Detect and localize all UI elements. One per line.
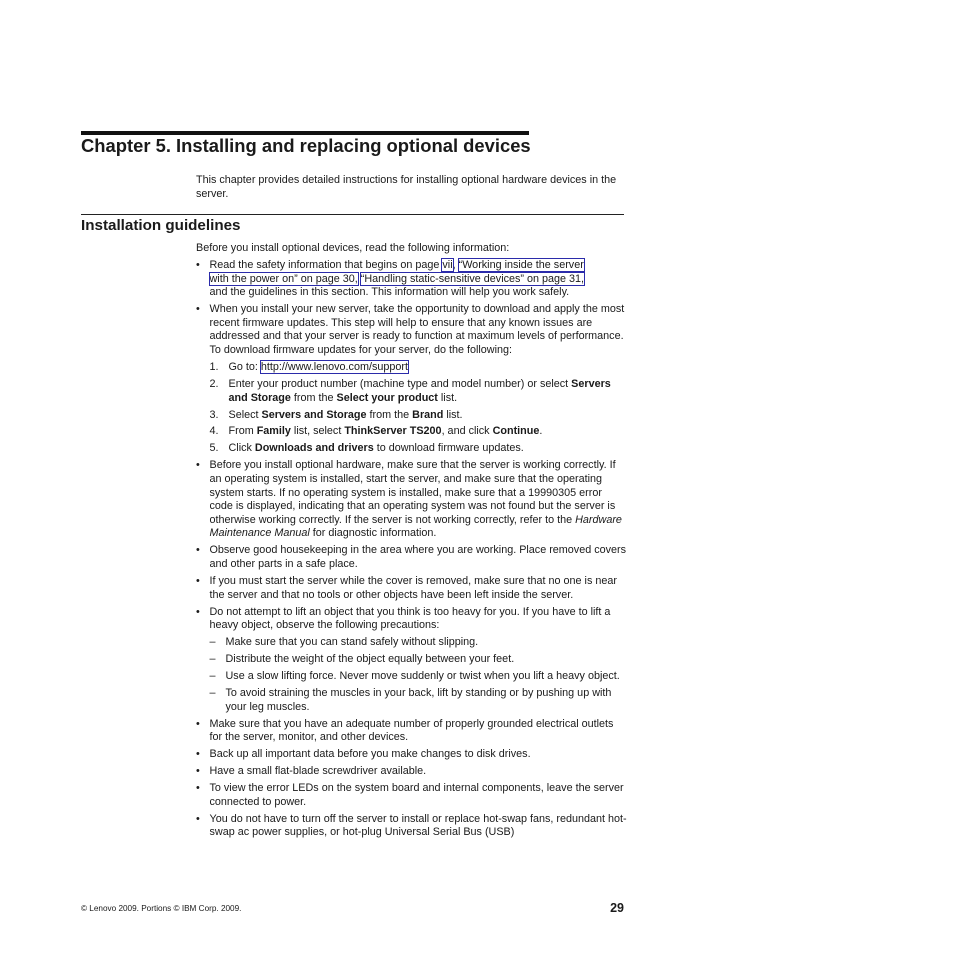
- guidelines-body: [196, 259, 628, 843]
- list-item-firmware: • When you install your new server, take the opportunity to download and apply the most recent firmware updates. This step will help to ensure that any known issues are addressed and that your server is ready to function at maximum levels of performance. To download firmware updates for your server, do the following: 1. Go to: http://www.lenovo.com/support 2. Enter your product number (machine type and model number) or select Servers and Storage from the Select your product list. 3. Select Servers and Storage from the Brand list. 4. From Family list, select ThinkServer TS200, and click Continue. 5. Click Downloads and drivers to download firmware updates.: [196, 303, 628, 456]
- list-item-verify-server: • Before you install optional hardware, make sure that the server is working correctly. If an operating system is installed, start the server, and make sure that the operating system starts. If no operating system is installed, make sure that a 19990305 error code is displayed, indicating that an operating system was not found but the server is otherwise working correctly. If the server is not working correctly, refer to the Hardware Maintenance Manual for diagnostic information.: [196, 459, 628, 541]
- precaution-item: – Use a slow lifting force. Never move suddenly or twist when you lift a heavy object.: [210, 670, 629, 684]
- list-item-outlets: • Make sure that you have an adequate number of properly grounded electrical outlets for the server, monitor, and other devices.: [196, 718, 628, 745]
- list-item-safety: • Read the safety information that begins on page vii, “Working inside the server with the power on” on page 30, “Handling static-sensitive devices” on page 31, and the guidelines in this section. This information will help you work safely.: [196, 259, 628, 300]
- list-item-backup: • Back up all important data before you make changes to disk drives.: [196, 748, 628, 762]
- link-static-sensitive[interactable]: “Handling static-sensitive devices” on page 31,: [360, 272, 585, 285]
- precaution-item: – To avoid straining the muscles in your back, lift by standing or by pushing up with your leg muscles.: [210, 687, 629, 714]
- chapter-title: Chapter 5. Installing and replacing optional devices: [81, 135, 531, 156]
- link-page-vii[interactable]: vii: [442, 259, 453, 271]
- section-rule: [81, 214, 624, 215]
- step-item: 3. Select Servers and Storage from the Brand list.: [209, 408, 463, 421]
- firmware-steps: [210, 361, 629, 456]
- chapter-intro: This chapter provides detailed instructions for installing optional hardware devices in the server.: [196, 174, 617, 200]
- section-title: Installation guidelines: [81, 217, 241, 234]
- precaution-item: – Make sure that you can stand safely without slipping.: [210, 636, 629, 650]
- list-item-error-leds: • To view the error LEDs on the system board and internal components, leave the server connected to power.: [196, 782, 628, 809]
- lifting-precautions: [210, 636, 629, 714]
- step-item: 4. From Family list, select ThinkServer TS200, and click Continue.: [209, 425, 543, 438]
- step-item: 5. Click Downloads and drivers to download firmware updates.: [209, 442, 524, 455]
- link-lenovo-support[interactable]: http://www.lenovo.com/support: [260, 360, 408, 373]
- footer-copyright: © Lenovo 2009. Portions © IBM Corp. 2009.: [81, 904, 242, 913]
- list-item-lifting: • Do not attempt to lift an object that you think is too heavy for you. If you have to lift a heavy object, observe the following precautions: – Make sure that you can stand safely without slipping. – Distribute the weight of the object equally between your feet. – Use a slow lifting force. Never move suddenly or twist when you lift a heavy object. – To avoid straining the muscles in your back, lift by standing or by pushing up with your leg muscles.: [196, 606, 628, 715]
- step-item: 2. Enter your product number (machine type and model number) or select Servers and Storage from the Select your product list.: [209, 377, 611, 404]
- page-number: 29: [610, 901, 624, 915]
- section-lead: Before you install optional devices, read the following information:: [196, 242, 510, 254]
- precaution-item: – Distribute the weight of the object equally between your feet.: [210, 653, 629, 667]
- link-working-inside-part1[interactable]: “Working inside the server: [458, 259, 584, 271]
- step-item: 1. Go to: http://www.lenovo.com/support: [209, 360, 408, 373]
- list-item-cover-removed: • If you must start the server while the cover is removed, make sure that no one is near the server and that no tools or other objects have been left inside the server.: [196, 575, 628, 602]
- guidelines-list: [196, 259, 628, 840]
- list-item-hot-swap: • You do not have to turn off the server to install or replace hot-swap fans, redundant hot-swap ac power supplies, or hot-plug Universal Serial Bus (USB): [196, 813, 628, 840]
- list-item-screwdriver: • Have a small flat-blade screwdriver available.: [196, 765, 628, 779]
- link-working-inside-part2[interactable]: with the power on” on page 30,: [209, 272, 358, 285]
- list-item-housekeeping: • Observe good housekeeping in the area where you are working. Place removed covers and other parts in a safe place.: [196, 544, 628, 571]
